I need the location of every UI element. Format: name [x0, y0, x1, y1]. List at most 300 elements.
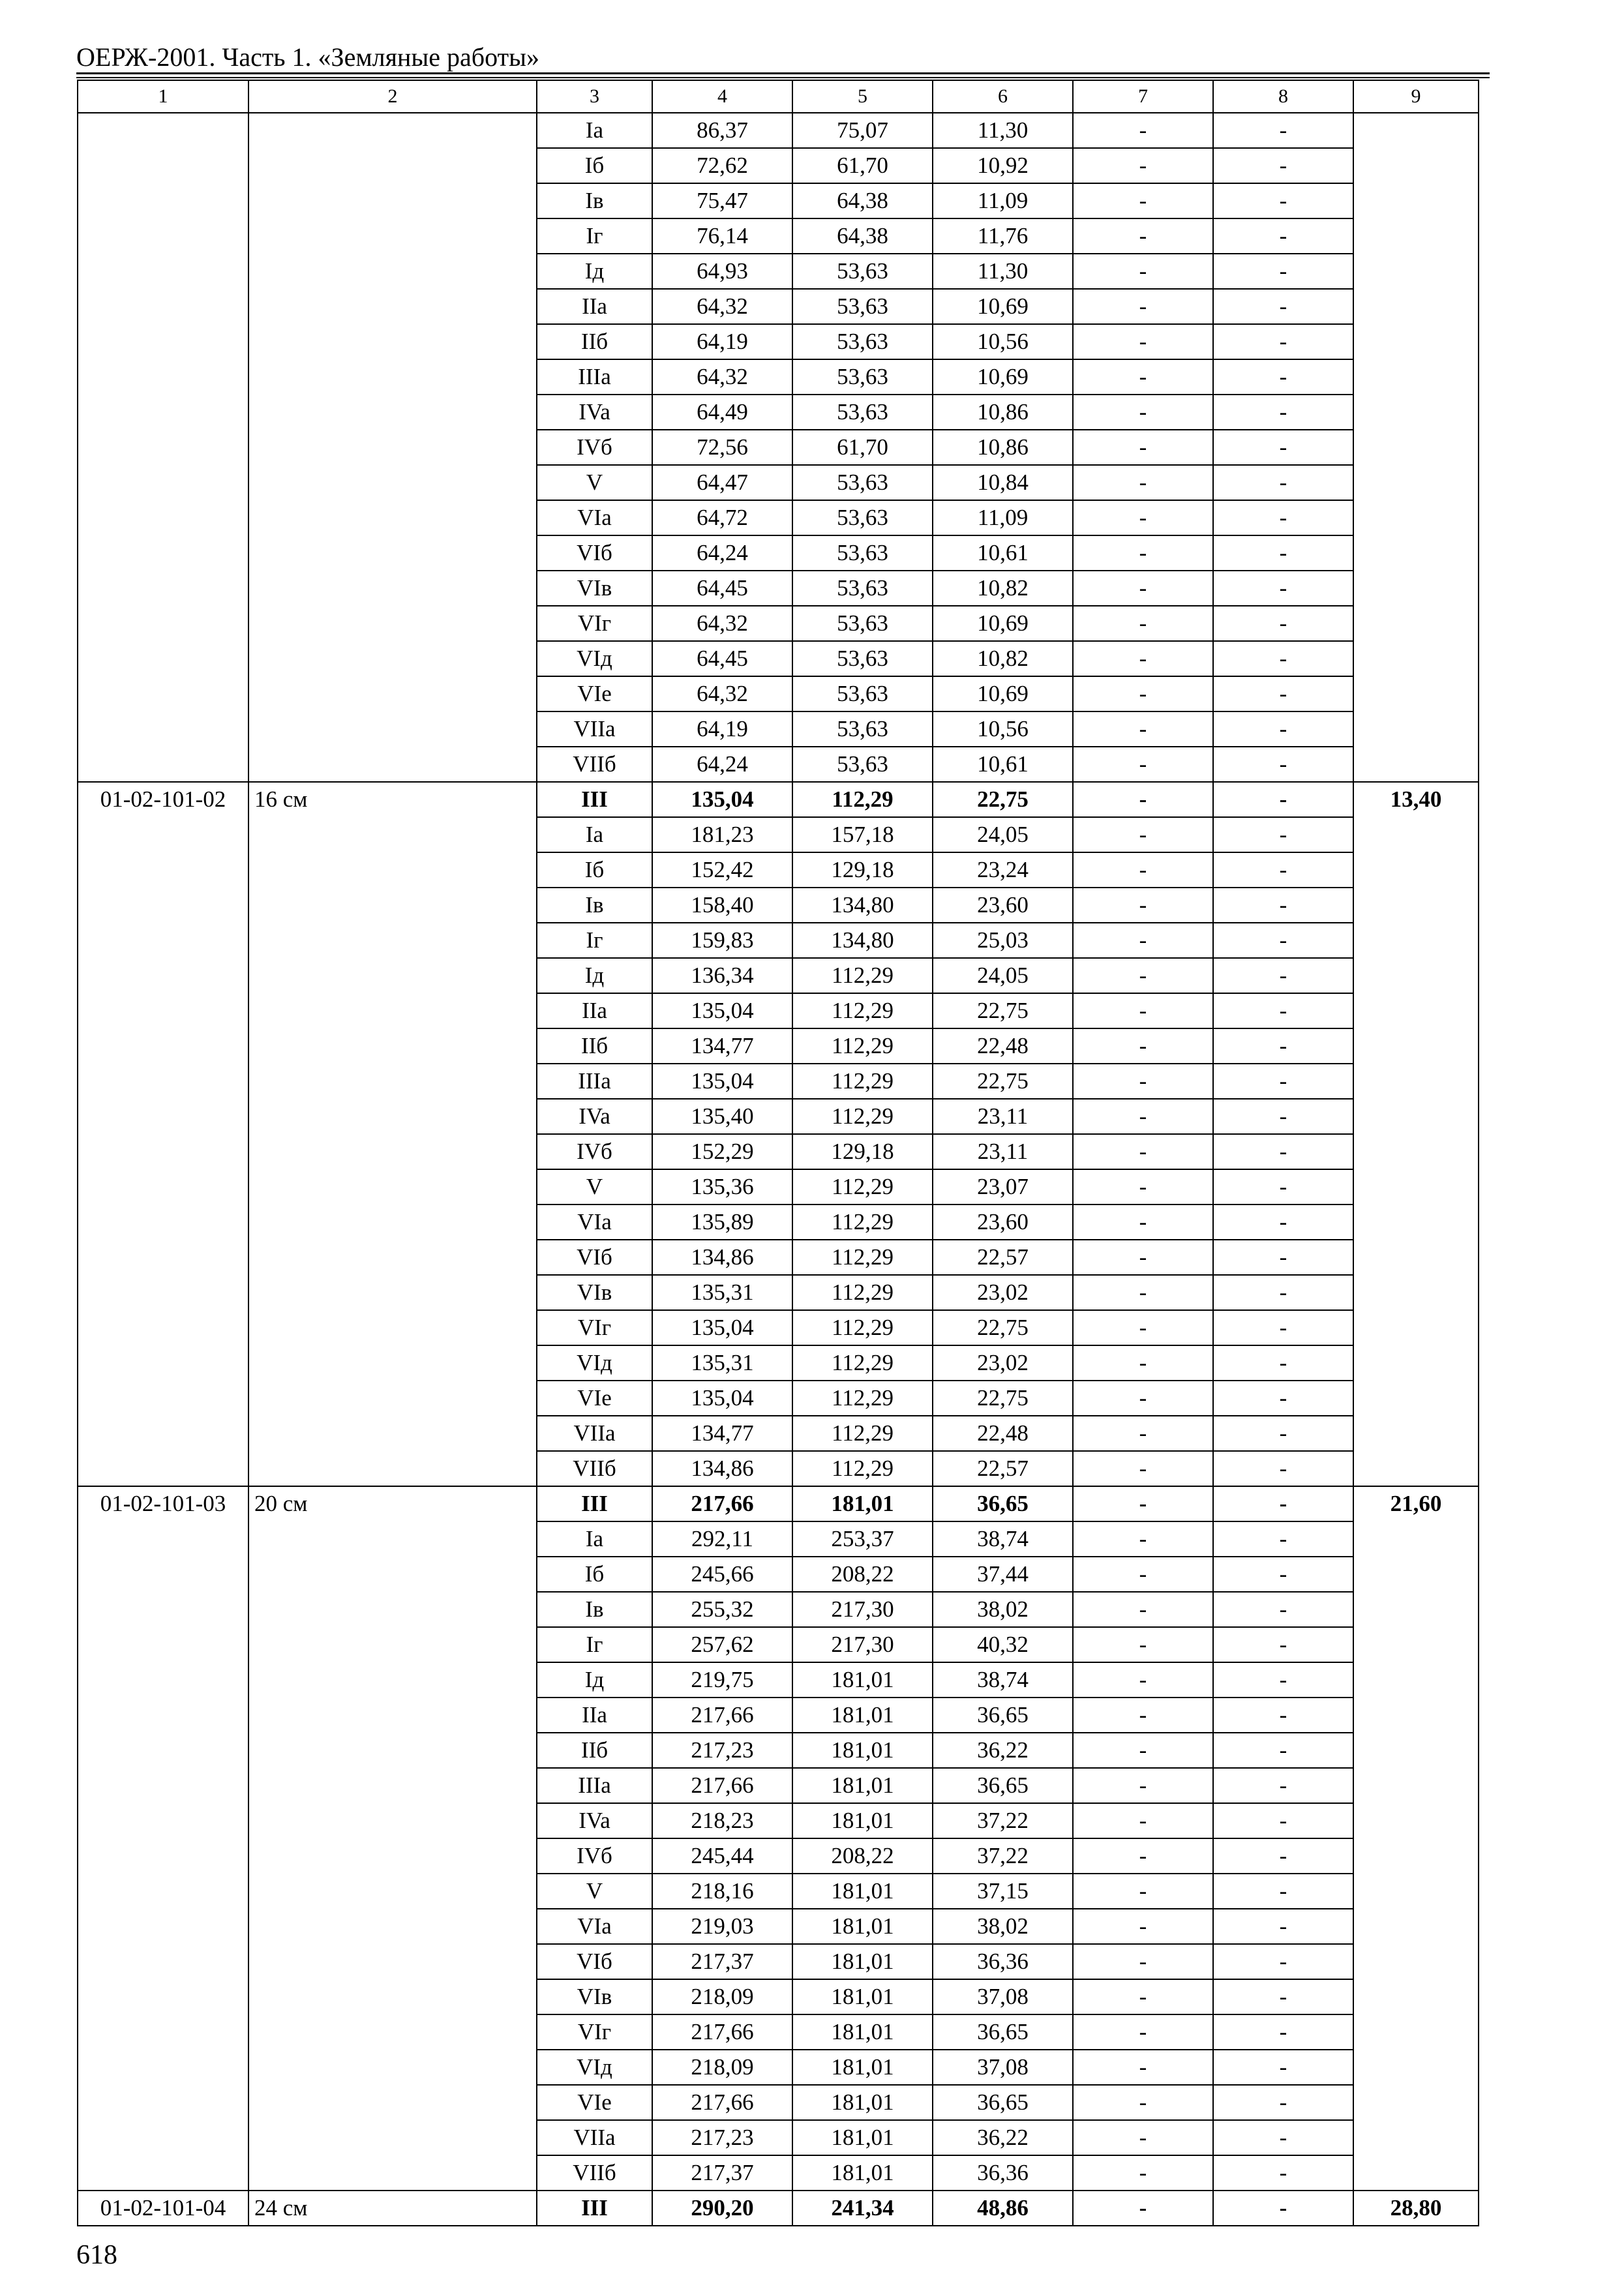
materials-cell: -	[1213, 1486, 1353, 1521]
total-cost-cell: 64,32	[652, 289, 792, 324]
drivers-wages-cell: -	[1073, 430, 1213, 465]
materials-cell: -	[1213, 2120, 1353, 2155]
materials-cell: -	[1213, 1169, 1353, 1204]
zone-cell: VIв	[537, 1275, 652, 1310]
drivers-wages-cell: -	[1073, 747, 1213, 782]
machines-cell: 36,36	[933, 1944, 1073, 1979]
drivers-wages-cell: -	[1073, 782, 1213, 817]
machines-cell: 37,22	[933, 1838, 1073, 1874]
materials-cell: -	[1213, 993, 1353, 1028]
total-cost-cell: 217,66	[652, 2014, 792, 2050]
materials-cell: -	[1213, 571, 1353, 606]
wages-cell: 181,01	[792, 1909, 933, 1944]
labor-cost-cell: 21,60	[1353, 1486, 1479, 2191]
wages-cell: 253,37	[792, 1521, 933, 1557]
machines-cell: 11,09	[933, 500, 1073, 535]
materials-cell: -	[1213, 1134, 1353, 1169]
wages-cell: 75,07	[792, 113, 933, 148]
wages-cell: 112,29	[792, 1345, 933, 1381]
zone-cell: IIa	[537, 1698, 652, 1733]
wages-cell: 181,01	[792, 2155, 933, 2191]
total-cost-cell: 134,77	[652, 1416, 792, 1451]
total-cost-cell: 218,16	[652, 1874, 792, 1909]
machines-cell: 23,02	[933, 1345, 1073, 1381]
page-title: ОЕРЖ-2001. Часть 1. «Земляные работы»	[76, 42, 539, 72]
machines-cell: 22,75	[933, 1064, 1073, 1099]
drivers-wages-cell: -	[1073, 2050, 1213, 2085]
zone-cell: VIг	[537, 606, 652, 641]
drivers-wages-cell: -	[1073, 1064, 1213, 1099]
wages-cell: 112,29	[792, 1381, 933, 1416]
wages-cell: 241,34	[792, 2191, 933, 2226]
total-cost-cell: 86,37	[652, 113, 792, 148]
drivers-wages-cell: -	[1073, 113, 1213, 148]
zone-cell: Iд	[537, 958, 652, 993]
zone-cell: IIIa	[537, 1768, 652, 1803]
wages-cell: 129,18	[792, 1134, 933, 1169]
drivers-wages-cell: -	[1073, 711, 1213, 747]
materials-cell: -	[1213, 148, 1353, 183]
materials-cell: -	[1213, 817, 1353, 852]
machines-cell: 36,65	[933, 1486, 1073, 1521]
zone-cell: VIIa	[537, 711, 652, 747]
total-cost-cell: 245,44	[652, 1838, 792, 1874]
total-cost-cell: 75,47	[652, 183, 792, 218]
wages-cell: 112,29	[792, 1310, 933, 1345]
machines-cell: 11,30	[933, 113, 1073, 148]
wages-cell: 112,29	[792, 1064, 933, 1099]
zone-cell: Ia	[537, 113, 652, 148]
materials-cell: -	[1213, 1698, 1353, 1733]
wages-cell: 112,29	[792, 1028, 933, 1064]
zone-cell: Iд	[537, 1662, 652, 1698]
table-row-main	[78, 782, 1479, 817]
total-cost-cell: 218,09	[652, 1979, 792, 2014]
zone-cell: IIб	[537, 1733, 652, 1768]
drivers-wages-cell: -	[1073, 852, 1213, 888]
materials-cell: -	[1213, 747, 1353, 782]
materials-cell: -	[1213, 958, 1353, 993]
materials-cell: -	[1213, 500, 1353, 535]
total-cost-cell: 217,37	[652, 2155, 792, 2191]
table-row	[78, 113, 1479, 148]
total-cost-cell: 64,32	[652, 606, 792, 641]
wages-cell: 181,01	[792, 1486, 933, 1521]
wages-cell: 53,63	[792, 676, 933, 711]
wages-cell: 112,29	[792, 1275, 933, 1310]
column-header: 5	[792, 80, 933, 113]
drivers-wages-cell: -	[1073, 535, 1213, 571]
drivers-wages-cell: -	[1073, 2155, 1213, 2191]
total-cost-cell: 72,62	[652, 148, 792, 183]
drivers-wages-cell: -	[1073, 1099, 1213, 1134]
materials-cell: -	[1213, 1979, 1353, 2014]
zone-cell: VIб	[537, 1944, 652, 1979]
machines-cell: 36,65	[933, 1698, 1073, 1733]
total-cost-cell: 64,24	[652, 747, 792, 782]
zone-cell: IVб	[537, 430, 652, 465]
machines-cell: 36,65	[933, 2085, 1073, 2120]
zone-cell: Iв	[537, 183, 652, 218]
zone-cell: VIe	[537, 1381, 652, 1416]
total-cost-cell: 217,66	[652, 1698, 792, 1733]
total-cost-cell: 64,47	[652, 465, 792, 500]
wages-cell: 53,63	[792, 289, 933, 324]
materials-cell: -	[1213, 2050, 1353, 2085]
code-cell	[78, 113, 248, 782]
materials-cell: -	[1213, 113, 1353, 148]
drivers-wages-cell: -	[1073, 1662, 1213, 1698]
wages-cell: 53,63	[792, 641, 933, 676]
zone-cell: IVa	[537, 1803, 652, 1838]
materials-cell: -	[1213, 289, 1353, 324]
wages-cell: 61,70	[792, 430, 933, 465]
drivers-wages-cell: -	[1073, 1381, 1213, 1416]
zone-cell: VIIa	[537, 2120, 652, 2155]
materials-cell: -	[1213, 535, 1353, 571]
wages-cell: 112,29	[792, 1099, 933, 1134]
page-number: 618	[76, 2240, 117, 2270]
machines-cell: 23,60	[933, 1204, 1073, 1240]
machines-cell: 10,82	[933, 641, 1073, 676]
zone-cell: IIб	[537, 324, 652, 359]
total-cost-cell: 64,32	[652, 359, 792, 395]
materials-cell: -	[1213, 1275, 1353, 1310]
drivers-wages-cell: -	[1073, 148, 1213, 183]
machines-cell: 22,48	[933, 1028, 1073, 1064]
drivers-wages-cell: -	[1073, 254, 1213, 289]
drivers-wages-cell: -	[1073, 1733, 1213, 1768]
machines-cell: 23,07	[933, 1169, 1073, 1204]
wages-cell: 181,01	[792, 1874, 933, 1909]
zone-cell: IIa	[537, 993, 652, 1028]
total-cost-cell: 219,03	[652, 1909, 792, 1944]
zone-cell: Iг	[537, 218, 652, 254]
total-cost-cell: 218,23	[652, 1803, 792, 1838]
total-cost-cell: 64,32	[652, 676, 792, 711]
materials-cell: -	[1213, 1662, 1353, 1698]
total-cost-cell: 217,37	[652, 1944, 792, 1979]
zone-cell: IVб	[537, 1134, 652, 1169]
materials-cell: -	[1213, 218, 1353, 254]
materials-cell: -	[1213, 1874, 1353, 1909]
materials-cell: -	[1213, 782, 1353, 817]
zone-cell: Iв	[537, 1592, 652, 1627]
total-cost-cell: 217,66	[652, 2085, 792, 2120]
wages-cell: 134,80	[792, 923, 933, 958]
zone-cell: V	[537, 465, 652, 500]
materials-cell: -	[1213, 1627, 1353, 1662]
zone-cell: VIд	[537, 1345, 652, 1381]
drivers-wages-cell: -	[1073, 571, 1213, 606]
zone-cell: V	[537, 1169, 652, 1204]
machines-cell: 38,02	[933, 1592, 1073, 1627]
zone-cell: III	[537, 1486, 652, 1521]
zone-cell: IIIa	[537, 1064, 652, 1099]
zone-cell: Iб	[537, 1557, 652, 1592]
total-cost-cell: 76,14	[652, 218, 792, 254]
materials-cell: -	[1213, 1592, 1353, 1627]
zone-cell: IVa	[537, 1099, 652, 1134]
drivers-wages-cell: -	[1073, 1803, 1213, 1838]
total-cost-cell: 290,20	[652, 2191, 792, 2226]
code-cell: 01-02-101-04	[78, 2191, 248, 2226]
machines-cell: 23,02	[933, 1275, 1073, 1310]
wages-cell: 53,63	[792, 747, 933, 782]
total-cost-cell: 136,34	[652, 958, 792, 993]
drivers-wages-cell: -	[1073, 1909, 1213, 1944]
name-cell	[248, 113, 537, 782]
machines-cell: 10,84	[933, 465, 1073, 500]
column-header-row	[78, 80, 1479, 113]
zone-cell: Ia	[537, 817, 652, 852]
wages-cell: 157,18	[792, 817, 933, 852]
total-cost-cell: 134,86	[652, 1240, 792, 1275]
wages-cell: 134,80	[792, 888, 933, 923]
wages-cell: 129,18	[792, 852, 933, 888]
total-cost-cell: 245,66	[652, 1557, 792, 1592]
machines-cell: 22,75	[933, 782, 1073, 817]
machines-cell: 23,11	[933, 1099, 1073, 1134]
wages-cell: 53,63	[792, 500, 933, 535]
materials-cell: -	[1213, 359, 1353, 395]
drivers-wages-cell: -	[1073, 2191, 1213, 2226]
materials-cell: -	[1213, 2155, 1353, 2191]
drivers-wages-cell: -	[1073, 1451, 1213, 1486]
drivers-wages-cell: -	[1073, 817, 1213, 852]
drivers-wages-cell: -	[1073, 1698, 1213, 1733]
total-cost-cell: 64,24	[652, 535, 792, 571]
materials-cell: -	[1213, 1557, 1353, 1592]
machines-cell: 22,48	[933, 1416, 1073, 1451]
drivers-wages-cell: -	[1073, 888, 1213, 923]
wages-cell: 181,01	[792, 1733, 933, 1768]
machines-cell: 37,15	[933, 1874, 1073, 1909]
machines-cell: 10,69	[933, 676, 1073, 711]
zone-cell: VIa	[537, 500, 652, 535]
machines-cell: 36,65	[933, 2014, 1073, 2050]
drivers-wages-cell: -	[1073, 606, 1213, 641]
total-cost-cell: 219,75	[652, 1662, 792, 1698]
total-cost-cell: 135,04	[652, 782, 792, 817]
drivers-wages-cell: -	[1073, 324, 1213, 359]
machines-cell: 10,86	[933, 395, 1073, 430]
column-header: 9	[1353, 80, 1479, 113]
drivers-wages-cell: -	[1073, 993, 1213, 1028]
total-cost-cell: 217,23	[652, 2120, 792, 2155]
materials-cell: -	[1213, 1381, 1353, 1416]
drivers-wages-cell: -	[1073, 183, 1213, 218]
total-cost-cell: 64,49	[652, 395, 792, 430]
materials-cell: -	[1213, 1803, 1353, 1838]
total-cost-cell: 135,31	[652, 1275, 792, 1310]
materials-cell: -	[1213, 888, 1353, 923]
total-cost-cell: 134,86	[652, 1451, 792, 1486]
total-cost-cell: 135,36	[652, 1169, 792, 1204]
name-cell: 24 см	[248, 2191, 537, 2226]
wages-cell: 53,63	[792, 606, 933, 641]
drivers-wages-cell: -	[1073, 1345, 1213, 1381]
machines-cell: 11,76	[933, 218, 1073, 254]
wages-cell: 53,63	[792, 359, 933, 395]
drivers-wages-cell: -	[1073, 465, 1213, 500]
machines-cell: 10,56	[933, 324, 1073, 359]
code-cell: 01-02-101-02	[78, 782, 248, 1486]
wages-cell: 53,63	[792, 254, 933, 289]
drivers-wages-cell: -	[1073, 1627, 1213, 1662]
column-header: 4	[652, 80, 792, 113]
table-row-main	[78, 1486, 1479, 1521]
zone-cell: IIa	[537, 289, 652, 324]
wages-cell: 112,29	[792, 1451, 933, 1486]
column-header: 7	[1073, 80, 1213, 113]
drivers-wages-cell: -	[1073, 1486, 1213, 1521]
wages-cell: 208,22	[792, 1838, 933, 1874]
wages-cell: 53,63	[792, 465, 933, 500]
wages-cell: 53,63	[792, 324, 933, 359]
total-cost-cell: 134,77	[652, 1028, 792, 1064]
total-cost-cell: 217,66	[652, 1486, 792, 1521]
total-cost-cell: 64,19	[652, 324, 792, 359]
drivers-wages-cell: -	[1073, 1979, 1213, 2014]
zone-cell: VIг	[537, 1310, 652, 1345]
machines-cell: 10,69	[933, 289, 1073, 324]
zone-cell: IVa	[537, 395, 652, 430]
drivers-wages-cell: -	[1073, 1169, 1213, 1204]
labor-cost-cell: 28,80	[1353, 2191, 1479, 2226]
zone-cell: IIб	[537, 1028, 652, 1064]
materials-cell: -	[1213, 1416, 1353, 1451]
zone-cell: VIa	[537, 1909, 652, 1944]
zone-cell: IVб	[537, 1838, 652, 1874]
drivers-wages-cell: -	[1073, 958, 1213, 993]
machines-cell: 38,74	[933, 1521, 1073, 1557]
materials-cell: -	[1213, 1064, 1353, 1099]
machines-cell: 10,61	[933, 535, 1073, 571]
materials-cell: -	[1213, 2085, 1353, 2120]
zone-cell: VIг	[537, 2014, 652, 2050]
total-cost-cell: 64,19	[652, 711, 792, 747]
drivers-wages-cell: -	[1073, 2120, 1213, 2155]
zone-cell: VIe	[537, 676, 652, 711]
zone-cell: Iд	[537, 254, 652, 289]
drivers-wages-cell: -	[1073, 1416, 1213, 1451]
column-header: 1	[78, 80, 248, 113]
materials-cell: -	[1213, 430, 1353, 465]
total-cost-cell: 64,45	[652, 641, 792, 676]
drivers-wages-cell: -	[1073, 1768, 1213, 1803]
zone-cell: Iв	[537, 888, 652, 923]
zone-cell: VIIб	[537, 747, 652, 782]
machines-cell: 38,02	[933, 1909, 1073, 1944]
materials-cell: -	[1213, 395, 1353, 430]
wages-cell: 181,01	[792, 1698, 933, 1733]
labor-cost-cell	[1353, 113, 1479, 782]
drivers-wages-cell: -	[1073, 2085, 1213, 2120]
drivers-wages-cell: -	[1073, 289, 1213, 324]
zone-cell: IIIa	[537, 359, 652, 395]
machines-cell: 11,09	[933, 183, 1073, 218]
drivers-wages-cell: -	[1073, 1592, 1213, 1627]
materials-cell: -	[1213, 1521, 1353, 1557]
wages-cell: 181,01	[792, 2050, 933, 2085]
machines-cell: 36,36	[933, 2155, 1073, 2191]
wages-cell: 112,29	[792, 993, 933, 1028]
machines-cell: 10,86	[933, 430, 1073, 465]
wages-cell: 64,38	[792, 218, 933, 254]
wages-cell: 112,29	[792, 782, 933, 817]
materials-cell: -	[1213, 1768, 1353, 1803]
drivers-wages-cell: -	[1073, 923, 1213, 958]
total-cost-cell: 217,23	[652, 1733, 792, 1768]
drivers-wages-cell: -	[1073, 1310, 1213, 1345]
header-rule-thick	[76, 72, 1490, 74]
materials-cell: -	[1213, 676, 1353, 711]
machines-cell: 10,56	[933, 711, 1073, 747]
drivers-wages-cell: -	[1073, 1134, 1213, 1169]
wages-cell: 181,01	[792, 1803, 933, 1838]
wages-cell: 217,30	[792, 1592, 933, 1627]
drivers-wages-cell: -	[1073, 395, 1213, 430]
materials-cell: -	[1213, 183, 1353, 218]
machines-cell: 22,75	[933, 1381, 1073, 1416]
machines-cell: 37,44	[933, 1557, 1073, 1592]
drivers-wages-cell: -	[1073, 1557, 1213, 1592]
materials-cell: -	[1213, 1204, 1353, 1240]
wages-cell: 53,63	[792, 711, 933, 747]
machines-cell: 10,61	[933, 747, 1073, 782]
drivers-wages-cell: -	[1073, 1240, 1213, 1275]
drivers-wages-cell: -	[1073, 676, 1213, 711]
total-cost-cell: 135,31	[652, 1345, 792, 1381]
total-cost-cell: 64,72	[652, 500, 792, 535]
total-cost-cell: 218,09	[652, 2050, 792, 2085]
wages-cell: 112,29	[792, 1416, 933, 1451]
materials-cell: -	[1213, 2014, 1353, 2050]
machines-cell: 37,22	[933, 1803, 1073, 1838]
materials-cell: -	[1213, 2191, 1353, 2226]
wages-cell: 61,70	[792, 148, 933, 183]
drivers-wages-cell: -	[1073, 2014, 1213, 2050]
total-cost-cell: 64,93	[652, 254, 792, 289]
machines-cell: 25,03	[933, 923, 1073, 958]
materials-cell: -	[1213, 1451, 1353, 1486]
labor-cost-cell: 13,40	[1353, 782, 1479, 1486]
zone-cell: Ia	[537, 1521, 652, 1557]
machines-cell: 36,65	[933, 1768, 1073, 1803]
zone-cell: VIд	[537, 2050, 652, 2085]
zone-cell: VIб	[537, 535, 652, 571]
machines-cell: 38,74	[933, 1662, 1073, 1698]
materials-cell: -	[1213, 606, 1353, 641]
total-cost-cell: 159,83	[652, 923, 792, 958]
machines-cell: 23,24	[933, 852, 1073, 888]
wages-cell: 181,01	[792, 2014, 933, 2050]
total-cost-cell: 158,40	[652, 888, 792, 923]
name-cell: 16 см	[248, 782, 537, 1486]
wages-cell: 112,29	[792, 1240, 933, 1275]
drivers-wages-cell: -	[1073, 1838, 1213, 1874]
column-header: 3	[537, 80, 652, 113]
wages-cell: 181,01	[792, 2085, 933, 2120]
materials-cell: -	[1213, 1909, 1353, 1944]
machines-cell: 10,82	[933, 571, 1073, 606]
machines-cell: 23,11	[933, 1134, 1073, 1169]
materials-cell: -	[1213, 1838, 1353, 1874]
code-cell: 01-02-101-03	[78, 1486, 248, 2191]
machines-cell: 40,32	[933, 1627, 1073, 1662]
zone-cell: Iг	[537, 1627, 652, 1662]
